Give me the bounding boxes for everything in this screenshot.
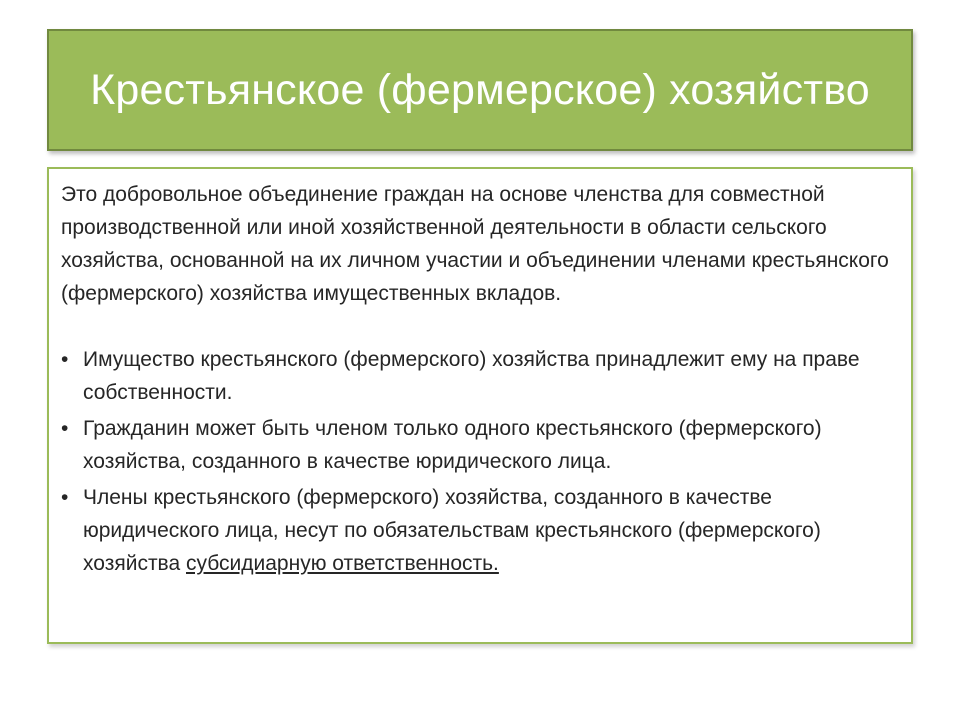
slide-title: Крестьянское (фермерское) хозяйство <box>90 65 870 114</box>
bullet-text: Имущество крестьянского (фермерского) хозяйства принадлежит ему на праве собственности. <box>83 348 860 404</box>
bullet-list <box>61 343 897 580</box>
bullet-text: Гражданин может быть членом только одного крестьянского (фермерского) хозяйства, созданного в качестве юридического лица. <box>83 417 822 473</box>
bullet-text: Члены крестьянского (фермерского) хозяйства, созданного в качестве юридического лица, несут по обязательствам крестьянского (фермерского) хозяйства <box>83 486 821 575</box>
bullet-item-single-membership <box>61 412 897 478</box>
bullet-item-ownership <box>61 343 897 409</box>
title-box <box>47 29 913 151</box>
bullet-item-liability <box>61 481 897 580</box>
definition-paragraph: Это добровольное объединение граждан на основе членства для совместной производственной или иной хозяйственной деятельности в области сельского хозяйства, основанной на их личном участии и объединении членами крестьянского (фермерского) хозяйства имущественных вкладов. <box>61 183 889 305</box>
content-box <box>47 167 913 644</box>
bullet-icon: • <box>61 486 69 509</box>
bullet-icon: • <box>61 417 69 440</box>
subsidiary-liability-term: субсидиарную ответственность. <box>186 552 499 575</box>
bullet-icon: • <box>61 348 69 371</box>
